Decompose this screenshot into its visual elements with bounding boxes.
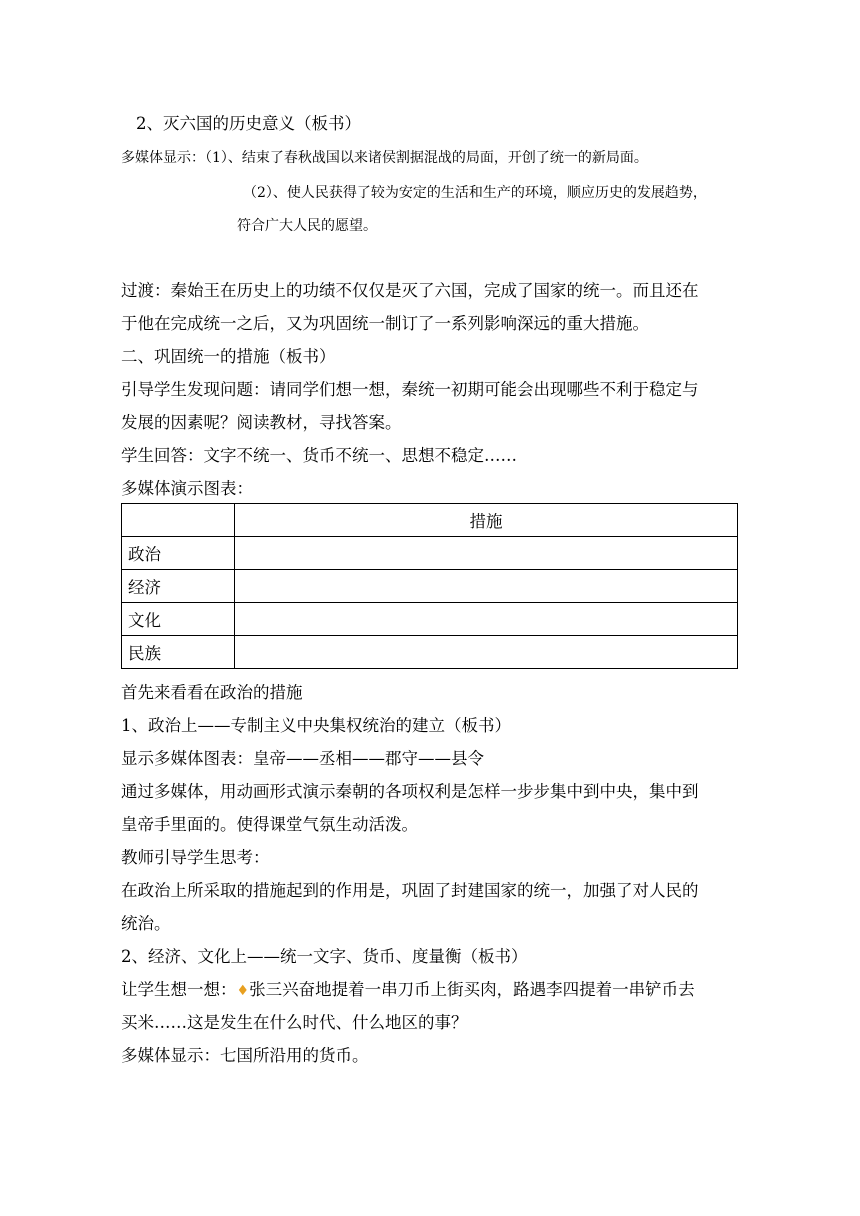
section4-think-prefix: 让学生想一想：: [121, 980, 237, 999]
section3-media-line2: 皇帝手里面的。使得课堂气氛生动活泼。: [121, 815, 418, 834]
table-row-label: 民族: [122, 636, 235, 669]
table-row-value: [235, 537, 738, 570]
diamond-bullet-icon: ♦: [236, 983, 250, 999]
table-row-value: [235, 603, 738, 636]
section3-effect-line2: 统治。: [121, 914, 171, 933]
section4-heading: 2、经济、文化上——统一文字、货币、度量衡（板书）: [121, 947, 528, 966]
table-header-empty: [122, 504, 235, 537]
transition-line2: 于他在完成统一之后，又为巩固统一制订了一系列影响深远的重大措施。: [121, 314, 649, 333]
table-row-label: 经济: [122, 570, 235, 603]
table-row: [122, 537, 738, 570]
section2-chart-intro: 多媒体演示图表：: [121, 479, 253, 498]
table-header-row: [122, 504, 738, 537]
table-row-label: 政治: [122, 537, 235, 570]
table-row: [122, 570, 738, 603]
section2-guide-line2: 发展的因素呢？阅读教材，寻找答案。: [121, 413, 402, 432]
table-row: [122, 603, 738, 636]
section1-heading: 2、灭六国的历史意义（板书）: [136, 114, 361, 133]
table-header-measures: 措施: [235, 504, 738, 537]
section3-teacher-guide: 教师引导学生思考：: [121, 848, 270, 867]
measures-table: [121, 503, 738, 669]
table-row-value: [235, 570, 738, 603]
section4-display: 多媒体显示：七国所沿用的货币。: [121, 1046, 369, 1065]
section4-think-line2: 买米……这是发生在什么时代、什么地区的事？: [121, 1013, 468, 1032]
section4-think-rest: 张三兴奋地提着一串刀币上街买肉，路遇李四提着一串铲币去: [249, 980, 695, 999]
table-row-label: 文化: [122, 603, 235, 636]
section2-heading: 二、巩固统一的措施（板书）: [121, 347, 336, 366]
section3-heading: 1、政治上——专制主义中央集权统治的建立（板书）: [121, 716, 511, 735]
section2-answer: 学生回答：文字不统一、货币不统一、思想不稳定……: [121, 446, 517, 465]
table-row: [122, 636, 738, 669]
section1-display-point2-line1: （2）、使人民获得了较为安定的生活和生产的环境，顺应历史的发展趋势，: [243, 185, 707, 201]
section3-intro: 首先来看看在政治的措施: [121, 683, 303, 702]
section4-think-line1: [121, 982, 695, 999]
section3-chart-display: 显示多媒体图表：皇帝——丞相——郡守——县令: [121, 749, 484, 768]
section3-effect-line1: 在政治上所采取的措施起到的作用是，巩固了封建国家的统一，加强了对人民的: [121, 881, 699, 900]
section1-display-point1: 多媒体显示：（1）、结束了春秋战国以来诸侯割据混战的局面，开创了统一的新局面。: [121, 150, 648, 166]
transition-line1: 过渡：秦始王在历史上的功绩不仅仅是灭了六国，完成了国家的统一。而且还在: [121, 281, 699, 300]
section2-guide-line1: 引导学生发现问题：请同学们想一想，秦统一初期可能会出现哪些不利于稳定与: [121, 380, 699, 399]
section3-media-line1: 通过多媒体，用动画形式演示秦朝的各项权利是怎样一步步集中到中央，集中到: [121, 782, 699, 801]
table-row-value: [235, 636, 738, 669]
section1-display-point2-line2: 符合广大人民的愿望。: [237, 218, 377, 234]
